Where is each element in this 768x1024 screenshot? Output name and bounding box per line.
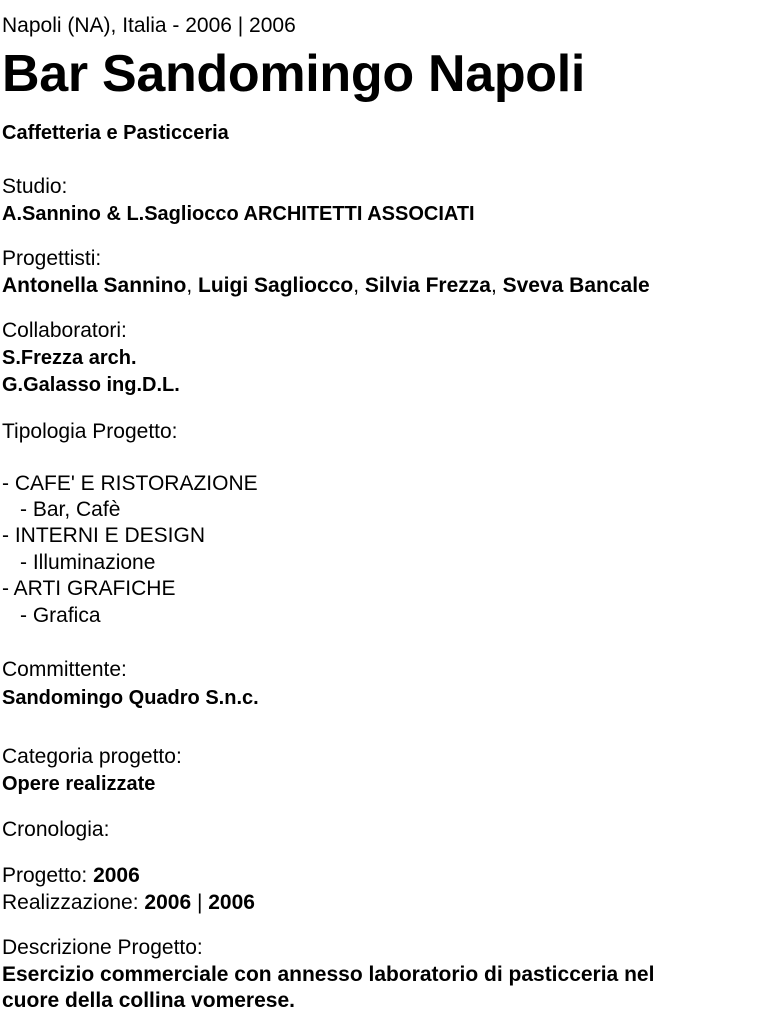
realizzazione-line bbox=[2, 890, 255, 916]
committente-value: Sandomingo Quadro S.n.c. bbox=[2, 687, 259, 709]
progettista-name: Luigi Sagliocco bbox=[198, 274, 354, 297]
tipologia-category: - INTERNI E DESIGN bbox=[2, 524, 206, 547]
realizzazione-start-year: 2006 bbox=[144, 891, 192, 914]
page-subtitle: Caffetteria e Pasticceria bbox=[2, 122, 229, 144]
page-title: Bar Sandomingo Napoli bbox=[2, 45, 586, 103]
progetto-year-line bbox=[2, 863, 140, 889]
progettista-name: Sveva Bancale bbox=[502, 274, 650, 297]
collaboratore-name: S.Frezza arch. bbox=[2, 347, 137, 369]
separator: , bbox=[353, 274, 365, 297]
cronologia-label: Cronologia: bbox=[2, 818, 110, 841]
tipologia-subcategory: - Illuminazione bbox=[20, 551, 156, 574]
separator: , bbox=[490, 274, 503, 297]
studio-value: A.Sannino & L.Sagliocco ARCHITETTI ASSOCIATI bbox=[2, 203, 475, 225]
progettisti-label: Progettisti: bbox=[2, 247, 102, 270]
tipologia-subcategory: - Grafica bbox=[20, 604, 101, 627]
tipologia-label: Tipologia Progetto: bbox=[2, 420, 178, 443]
tipologia-category: - CAFE' E RISTORAZIONE bbox=[2, 472, 258, 495]
separator: , bbox=[186, 274, 199, 297]
tipologia-subcategory: - Bar, Cafè bbox=[20, 498, 121, 521]
tipologia-category: - ARTI GRAFICHE bbox=[2, 577, 176, 600]
studio-label: Studio: bbox=[2, 175, 68, 198]
progettisti-list bbox=[2, 273, 650, 299]
progettista-name: Antonella Sannino bbox=[2, 274, 187, 297]
committente-label: Committente: bbox=[2, 658, 127, 681]
location-line: Napoli (NA), Italia - 2006 | 2006 bbox=[2, 14, 296, 37]
categoria-label: Categoria progetto: bbox=[2, 745, 182, 768]
progettista-name: Silvia Frezza bbox=[364, 274, 491, 297]
descrizione-label: Descrizione Progetto: bbox=[2, 936, 203, 959]
descrizione-text-line: cuore della collina vomerese. bbox=[2, 989, 295, 1012]
realizzazione-label: Realizzazione: bbox=[2, 891, 145, 914]
progetto-label: Progetto: bbox=[2, 864, 94, 887]
realizzazione-end-year: 2006 bbox=[208, 891, 255, 914]
progetto-year: 2006 bbox=[93, 864, 140, 887]
collaboratori-label: Collaboratori: bbox=[2, 319, 127, 342]
categoria-value: Opere realizzate bbox=[2, 773, 156, 795]
collaboratore-name: G.Galasso ing.D.L. bbox=[2, 374, 180, 396]
separator: | bbox=[191, 891, 209, 914]
descrizione-text-line: Esercizio commerciale con annesso laboratorio di pasticceria nel bbox=[2, 963, 655, 986]
